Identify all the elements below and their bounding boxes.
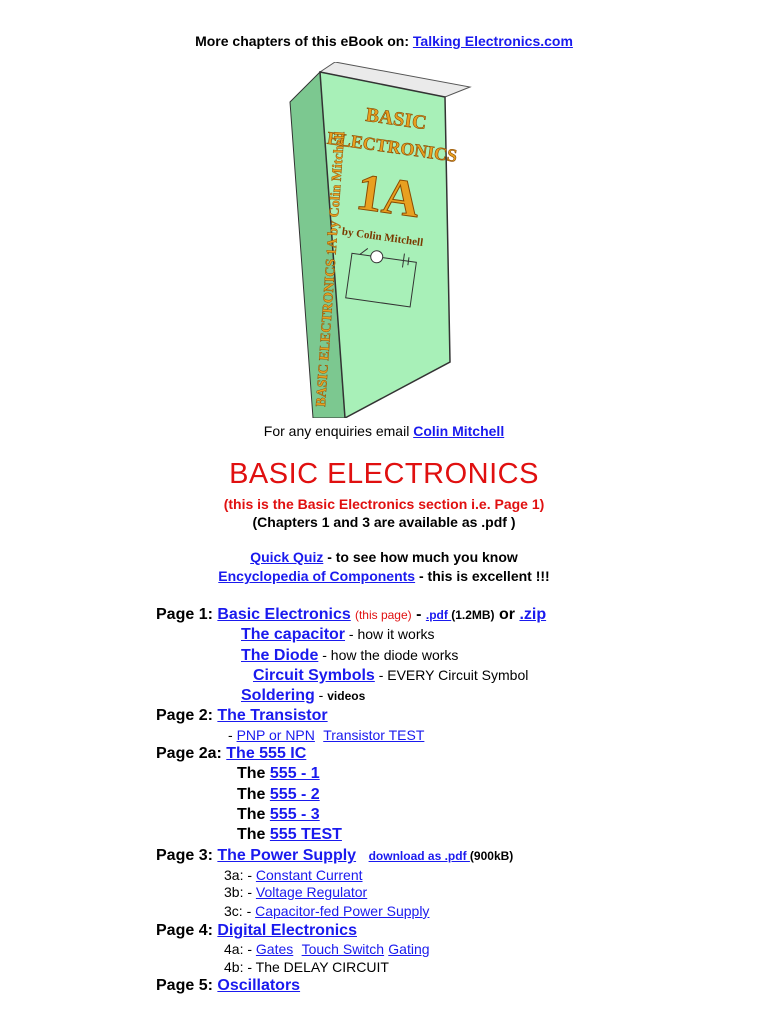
header-line <box>0 33 768 49</box>
page-title: BASIC ELECTRONICS <box>229 458 539 490</box>
toc-item <box>237 806 320 824</box>
voltage-regulator-link[interactable]: Voltage Regulator <box>255 884 368 900</box>
enquiry-line <box>0 423 768 439</box>
book-cover-image <box>285 62 480 418</box>
book-title-big: 1A <box>352 163 424 229</box>
toc-item <box>253 667 528 685</box>
the-prefix: The <box>237 826 270 843</box>
soldering-videos: videos <box>327 689 366 703</box>
toc-page4: Page 4: Digital Electronics <box>156 922 357 939</box>
basic-electronics-link[interactable]: Basic Electronics <box>217 606 351 623</box>
pnp-npn-link[interactable]: PNP or NPN <box>236 727 315 743</box>
page4-label: Page 4 <box>156 922 208 939</box>
soldering-link[interactable]: Soldering <box>241 687 315 704</box>
ic555-test-link[interactable]: 555 TEST <box>269 826 342 843</box>
page3-label: Page 3 <box>156 847 208 864</box>
ic555-link[interactable]: The 555 IC <box>226 745 307 762</box>
toc-item <box>241 647 458 665</box>
power-supply-pdf-size: (900kB) <box>469 849 514 863</box>
encyclopedia-link[interactable]: Encyclopedia of Components <box>218 568 416 584</box>
gating-link[interactable]: Gating <box>388 941 430 957</box>
diode-desc: - how the diode works <box>318 647 459 663</box>
item-prefix: 3a: - <box>224 867 256 883</box>
toc-page5: Page 5: Oscillators <box>156 977 301 994</box>
page2-label: Page 2 <box>156 707 208 724</box>
ic555-3-link[interactable]: 555 - 3 <box>269 806 320 823</box>
power-supply-pdf-link[interactable]: download as .pdf <box>368 849 470 863</box>
the-prefix: The <box>237 806 270 823</box>
toc-page1: Page 1: Basic Electronics (this page) - .pdf (1.2MB) or .zip <box>156 606 547 623</box>
touch-switch-link[interactable]: Touch Switch <box>301 941 385 957</box>
power-supply-link[interactable]: The Power Supply <box>217 847 357 864</box>
toc-item <box>224 903 429 920</box>
page1-dash: - <box>411 606 426 623</box>
capacitor-desc: - how it works <box>345 626 435 642</box>
page2-sub-prefix: - <box>228 727 237 743</box>
quiz-text: - to see how much you know <box>323 549 518 565</box>
toc-item <box>224 867 363 884</box>
enquiry-prefix: For any enquiries email <box>263 423 414 439</box>
toc-page2: Page 2: The Transistor <box>156 707 328 724</box>
capacitor-link[interactable]: The capacitor <box>241 626 346 643</box>
encyclopedia-text: - this is excellent !!! <box>415 568 550 584</box>
oscillators-link[interactable]: Oscillators <box>217 977 301 994</box>
delay-circuit-text: 4b: - The DELAY CIRCUIT <box>224 959 389 975</box>
encyclopedia-line <box>0 568 768 584</box>
page1-or: or <box>494 606 520 623</box>
book-author: by Colin Mitchell <box>341 225 424 250</box>
page1-label: Page 1 <box>156 606 208 623</box>
talking-electronics-link[interactable]: Talking Electronics.com <box>412 33 573 49</box>
circuit-symbols-link[interactable]: Circuit Symbols <box>253 667 375 684</box>
item-prefix: 3c: - <box>224 903 256 919</box>
diode-link[interactable]: The Diode <box>241 647 319 664</box>
the-prefix: The <box>237 765 270 782</box>
gates-link[interactable]: Gates <box>255 941 294 957</box>
item-prefix: 3b: - <box>224 884 256 900</box>
constant-current-link[interactable]: Constant Current <box>255 867 363 883</box>
page5-label: Page 5 <box>156 977 208 994</box>
ic555-2-link[interactable]: 555 - 2 <box>269 786 320 803</box>
subtitle-chapters: (Chapters 1 and 3 are available as .pdf ) <box>252 514 516 530</box>
toc-item <box>237 786 320 804</box>
toc-page3: Page 3: The Power Supply download as .pdf (900kB) <box>156 847 514 864</box>
toc-item <box>224 959 389 976</box>
header-prefix: More chapters of this eBook on: <box>195 33 413 49</box>
toc-page2a: Page 2a: The 555 IC <box>156 745 307 762</box>
book-title-line2: ELECTRONICS <box>325 127 459 166</box>
toc-item <box>241 626 435 644</box>
page2a-label: Page 2a <box>156 745 217 762</box>
transistor-test-link[interactable]: Transistor TEST <box>323 727 425 743</box>
circuit-symbols-desc: - EVERY Circuit Symbol <box>374 667 529 683</box>
page1-pdf-size: (1.2MB) <box>451 608 495 622</box>
page1-zip-link[interactable]: .zip <box>519 606 547 623</box>
toc-item <box>228 727 424 744</box>
capacitor-fed-link[interactable]: Capacitor-fed Power Supply <box>255 903 430 919</box>
ic555-1-link[interactable]: 555 - 1 <box>269 765 320 782</box>
toc-item <box>237 765 320 783</box>
transistor-link[interactable]: The Transistor <box>217 707 328 724</box>
book-title-line1: BASIC <box>364 103 428 135</box>
subtitle-section: (this is the Basic Electronics section i.e. Page 1) <box>223 496 545 512</box>
toc-item <box>237 826 342 844</box>
toc-item <box>241 687 365 705</box>
digital-electronics-link[interactable]: Digital Electronics <box>217 922 357 939</box>
page4-sub-prefix: 4a: - <box>224 941 256 957</box>
colin-mitchell-email-link[interactable]: Colin Mitchell <box>413 423 505 439</box>
quiz-line <box>0 549 768 565</box>
toc-item <box>224 941 430 958</box>
soldering-dash: - <box>314 687 328 703</box>
page1-pdf-link[interactable]: .pdf <box>425 608 452 622</box>
toc-item <box>224 884 367 901</box>
this-page-note: (this page) <box>354 608 412 622</box>
the-prefix: The <box>237 786 270 803</box>
quick-quiz-link[interactable]: Quick Quiz <box>250 549 324 565</box>
book-spine-text: BASIC ELECTRONICS 1A by Colin Mitchell <box>314 131 349 408</box>
